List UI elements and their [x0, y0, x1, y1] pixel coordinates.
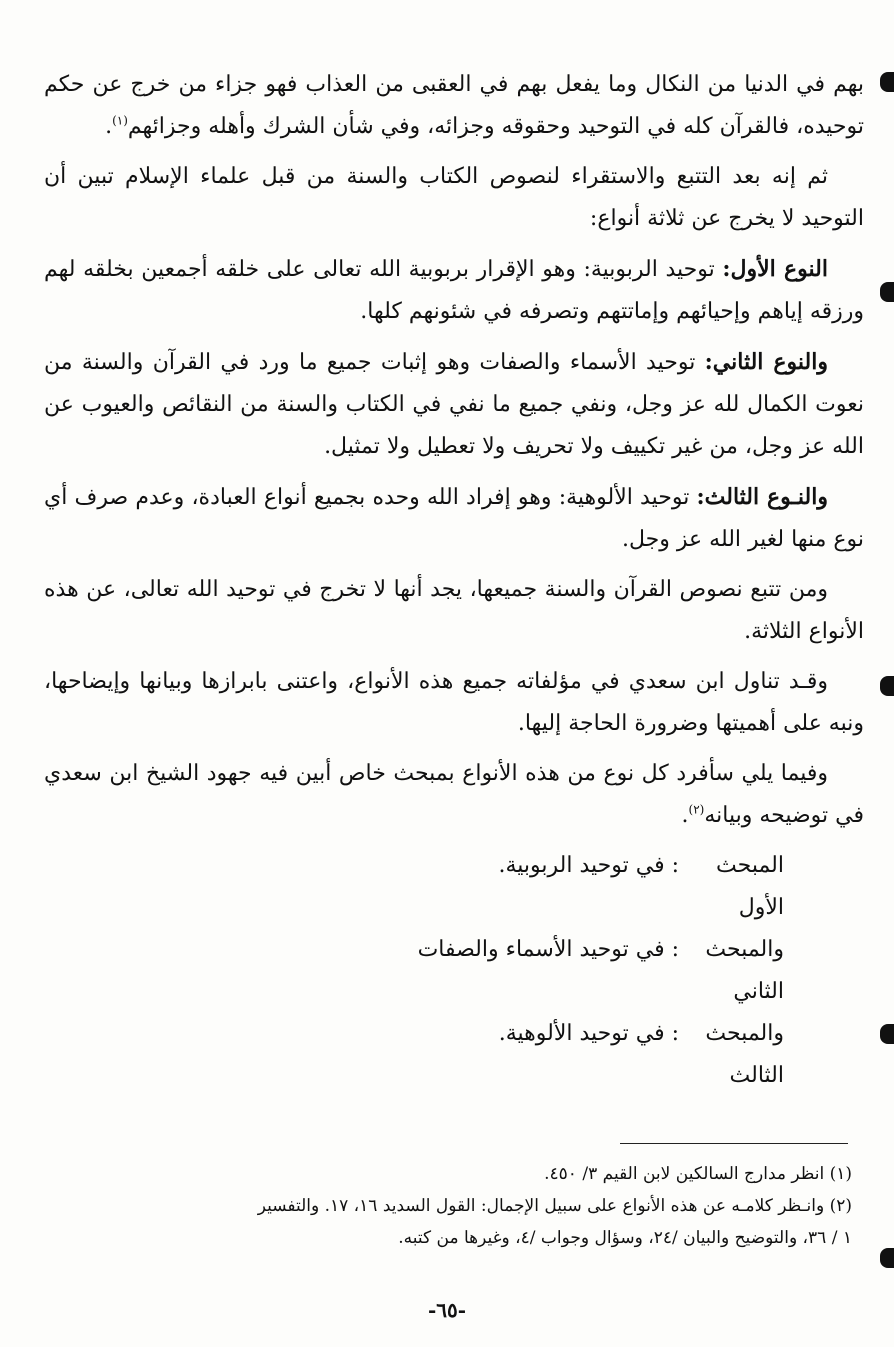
- type-3-heading: والنـوع الثالث:: [696, 484, 828, 510]
- section-list: [44, 845, 864, 1097]
- section-item: المبحث الأول : في توحيد الربوبية.: [498, 853, 784, 920]
- section-item: والمبحث الثالث : في توحيد الألوهية.: [498, 1021, 784, 1088]
- page-number: -٦٥-: [427, 1298, 467, 1322]
- page-edge-mark: [880, 676, 894, 696]
- paragraph-type-1: النوع الأول: توحيد الربوبية: وهو الإقرار بربوبية الله تعالى على خلقه أجمعين بخلقه لهم ورزقه إياهم وإحيائهم وإماتتهم وتصرفه في شئونهم كلها.: [44, 256, 864, 324]
- paragraph-7: وقـد تناول ابن سعدي في مؤلفاته جميع هذه الأنواع، واعتنى بابرازها وبيانها وإيضاحها، ونبه على أهميتها وضرورة الحاجة إليها.: [44, 669, 864, 736]
- paragraph-8: وفيما يلي سأفرد كل نوع من هذه الأنواع بمبحث خاص أبين فيه جهود الشيخ ابن سعدي في توضيحه وبيانه$^{(٢)}$.: [44, 761, 864, 828]
- paragraph-type-3: والنـوع الثالث: توحيد الألوهية: وهو إفراد الله وحده بجميع أنواع العبادة، وعدم صرف أي نوع منها لغير الله عز وجل.: [44, 484, 864, 552]
- type-1-heading: النوع الأول:: [722, 256, 828, 282]
- page-edge-mark: [880, 72, 894, 92]
- footnote-1: (١) انظر مدارج السالكين لابن القيم ٣/ ٤٥٠.: [544, 1164, 852, 1184]
- footnote-2: (٢) وانـظر كلامـه عن هذه الأنواع على سبيل الإجمال: القول السديد ١٦، ١٧. والتفسير: [257, 1196, 852, 1216]
- page-edge-mark: [880, 1024, 894, 1044]
- paragraph-1: بهم في الدنيا من النكال وما يفعل بهم في العقبى من العذاب فهو جزاء من خرج عن حكم توحيده، فالقرآن كله في التوحيد وحقوقه وجزائه، وفي شأن الشرك وأهله وجزائهم$^{(١)}$.: [44, 72, 864, 139]
- footnote-ref-2[interactable]: (٢): [688, 802, 705, 817]
- footnote-ref-1[interactable]: (١): [112, 113, 128, 128]
- paragraph-2: ثم إنه بعد التتبع والاستقراء لنصوص الكتاب والسنة من قبل علماء الإسلام تبين أن التوحيد لا يخرج عن ثلاثة أنواع:: [44, 164, 864, 231]
- main-text: [44, 64, 864, 1097]
- page-edge-mark: [880, 1248, 894, 1268]
- footnote-separator: [620, 1143, 848, 1144]
- footnotes: [44, 1158, 852, 1254]
- type-2-heading: والنوع الثاني:: [704, 349, 828, 375]
- page-edge-mark: [880, 282, 894, 302]
- paragraph-type-2: والنوع الثاني: توحيد الأسماء والصفات وهو إثبات جميع ما ورد في القرآن والسنة من نعوت الكمال لله عز وجل، ونفي جميع ما نفي في الكتاب والسنة من النقائص والعيوب عن الله عز وجل، من غير تكييف ولا تحريف ولا تعطيل ولا تمثيل.: [44, 349, 864, 459]
- paragraph-6: ومن تتبع نصوص القرآن والسنة جميعها، يجد أنها لا تخرج في توحيد الله تعالى، عن هذه الأنواع الثلاثة.: [44, 577, 864, 644]
- section-item: والمبحث الثاني : في توحيد الأسماء والصفات: [417, 937, 784, 1004]
- footnote-2-continued: ١ / ٣٦، والتوضيح والبيان /٢٤، وسؤال وجواب /٤، وغيرها من كتبه.: [398, 1228, 852, 1248]
